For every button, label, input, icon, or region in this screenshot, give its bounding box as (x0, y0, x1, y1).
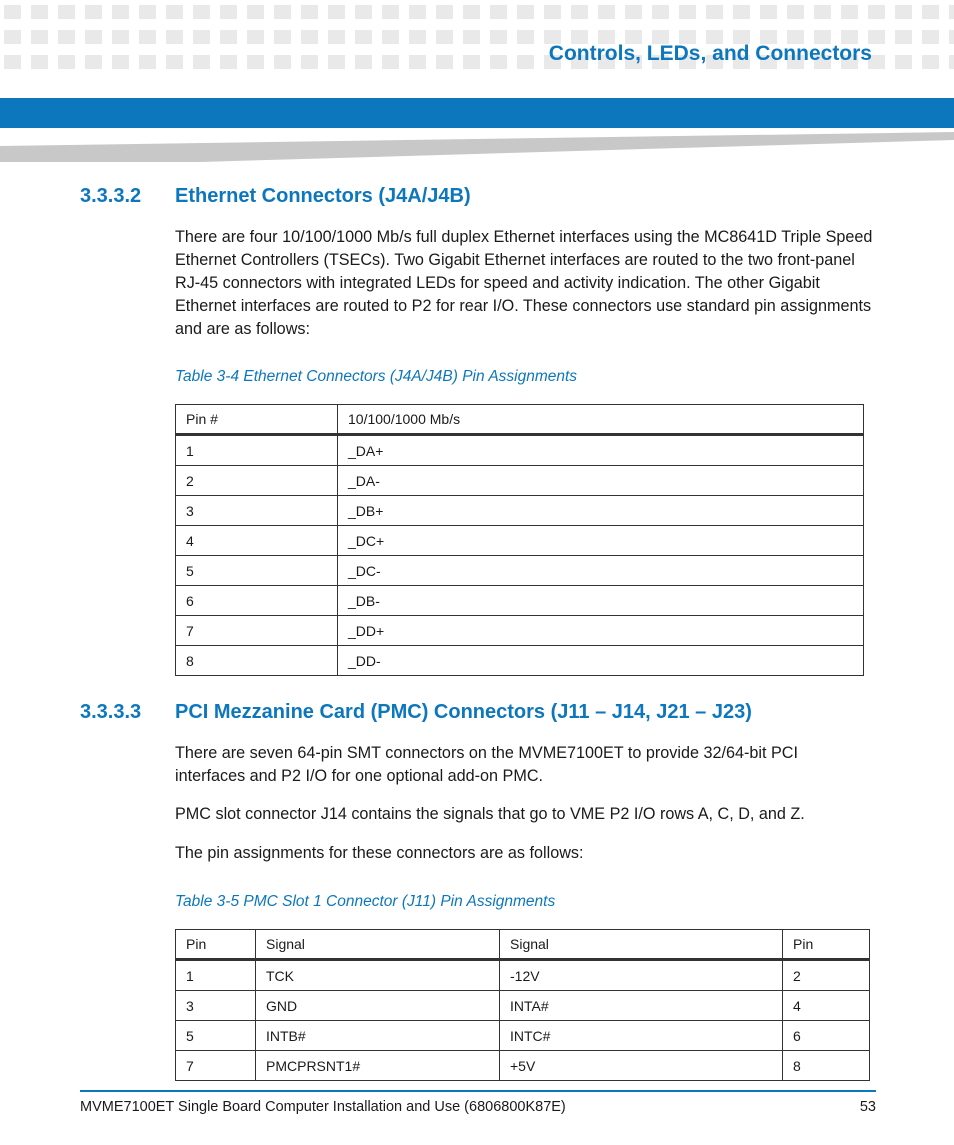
table-cell: TCK (256, 960, 500, 991)
header-dot (652, 5, 669, 19)
header-dot (112, 5, 129, 19)
header-dot (4, 30, 21, 44)
header-dot (31, 5, 48, 19)
header-dot (85, 30, 102, 44)
table-cell: 1 (176, 960, 256, 991)
section-number: 3.3.3.3 (80, 701, 142, 723)
table-cell: 7 (176, 616, 338, 646)
table-row (176, 616, 864, 646)
header-dot (4, 5, 21, 19)
table-caption: Table 3-5 PMC Slot 1 Connector (J11) Pin Assignments (175, 893, 556, 910)
header-dot (58, 5, 75, 19)
header-dot (4, 55, 21, 69)
table-row (176, 526, 864, 556)
header-dot (274, 5, 291, 19)
header-dot (679, 5, 696, 19)
table-row (176, 1021, 870, 1051)
table-cell: 5 (176, 1021, 256, 1051)
table-cell: 8 (783, 1051, 870, 1081)
header-dot (31, 30, 48, 44)
header-dot (949, 30, 954, 44)
header-dot (328, 55, 345, 69)
header-dot (868, 5, 885, 19)
header-dot (517, 5, 534, 19)
header-dot (85, 5, 102, 19)
table-cell: PMCPRSNT1# (256, 1051, 500, 1081)
column-header: 10/100/1000 Mb/s (338, 405, 864, 435)
header-dot (895, 30, 912, 44)
table-row (176, 960, 870, 991)
section-title: Ethernet Connectors (J4A/J4B) (175, 185, 471, 207)
table-cell: _DD+ (338, 616, 864, 646)
column-header: Pin (176, 930, 256, 960)
table-cell: INTA# (500, 991, 783, 1021)
header-dot (544, 5, 561, 19)
column-header: Pin (783, 930, 870, 960)
header-dot (355, 30, 372, 44)
header-dot (733, 5, 750, 19)
footer-document-title: MVME7100ET Single Board Computer Installation and Use (6806800K87E) (80, 1099, 566, 1115)
ethernet-pin-table (175, 404, 864, 676)
table-cell: 6 (783, 1021, 870, 1051)
pmc-paragraph-3: The pin assignments for these connectors are as follows: (175, 844, 584, 862)
header-dot (436, 5, 453, 19)
table-row (176, 1051, 870, 1081)
table-caption: Table 3-4 Ethernet Connectors (J4A/J4B) Pin Assignments (175, 368, 578, 385)
table-row (176, 435, 864, 466)
column-header: Pin # (176, 405, 338, 435)
table-header-row (176, 405, 864, 435)
header-dot (436, 30, 453, 44)
table-header-row (176, 930, 870, 960)
table-cell: 8 (176, 646, 338, 676)
header-dot (355, 55, 372, 69)
header-dot (625, 5, 642, 19)
header-dot (193, 30, 210, 44)
table-cell: _DA- (338, 466, 864, 496)
header-dot (949, 5, 954, 19)
header-dot (220, 55, 237, 69)
header-dot (922, 55, 939, 69)
header-dot (517, 30, 534, 44)
header-dot (463, 55, 480, 69)
table-cell: 5 (176, 556, 338, 586)
header-dot (490, 5, 507, 19)
header-dot (274, 55, 291, 69)
section-number: 3.3.3.2 (80, 185, 142, 207)
table-row (176, 646, 864, 676)
header-dot (301, 55, 318, 69)
header-grey-wedge (0, 132, 954, 162)
header-dot (139, 30, 156, 44)
header-dot (112, 30, 129, 44)
header-dot (814, 5, 831, 19)
header-dot (166, 55, 183, 69)
pmc-paragraph-2: PMC slot connector J14 contains the signals that go to VME P2 I/O rows A, C, D, and Z. (175, 805, 805, 823)
table-row (176, 556, 864, 586)
header-dot (139, 55, 156, 69)
table-cell: -12V (500, 960, 783, 991)
header-dot (463, 5, 480, 19)
header-dot (922, 30, 939, 44)
header-dot (706, 5, 723, 19)
header-dot (301, 5, 318, 19)
header-dot (895, 5, 912, 19)
header-dot (922, 5, 939, 19)
header-dot (598, 5, 615, 19)
header-dot (571, 5, 588, 19)
table-cell: _DA+ (338, 435, 864, 466)
table-cell: 3 (176, 991, 256, 1021)
table-cell: _DB+ (338, 496, 864, 526)
header-dot (247, 30, 264, 44)
header-dot (382, 30, 399, 44)
table-cell: 7 (176, 1051, 256, 1081)
pmc-paragraph-1: There are seven 64-pin SMT connectors on the MVME7100ET to provide 32/64-bit PCI interfaces and P2 I/O for one optional add-on PMC. (175, 744, 798, 785)
header-dot (382, 5, 399, 19)
table-row (176, 466, 864, 496)
table-cell: +5V (500, 1051, 783, 1081)
chapter-title: Controls, LEDs, and Connectors (548, 42, 872, 65)
header-dot (274, 30, 291, 44)
header-dot (760, 5, 777, 19)
header-dot (166, 5, 183, 19)
header-dot (436, 55, 453, 69)
table-cell: _DB- (338, 586, 864, 616)
ethernet-paragraph: There are four 10/100/1000 Mb/s full duplex Ethernet interfaces using the MC8641D Triple Speed Ethernet Controllers (TSECs). Two Gigabit Ethernet interfaces are routed to the two front-panel RJ-45 connectors with integrated LEDs for speed and activity indication. The other Gigabit Ethernet interfaces are routed to P2 for rear I/O. These connectors use standard pin assignments and are as follows: (175, 228, 873, 338)
header-dot (841, 5, 858, 19)
header-dot (166, 30, 183, 44)
table-row (176, 496, 864, 526)
header-dot (949, 55, 954, 69)
table-cell: GND (256, 991, 500, 1021)
table-row (176, 991, 870, 1021)
table-cell: 4 (176, 526, 338, 556)
table-row (176, 586, 864, 616)
footer-rule (80, 1090, 876, 1092)
table-cell: 6 (176, 586, 338, 616)
table-cell: 4 (783, 991, 870, 1021)
header-dot (409, 5, 426, 19)
header-dot (490, 30, 507, 44)
header-dot (58, 30, 75, 44)
header-dot (382, 55, 399, 69)
header-dot (139, 5, 156, 19)
header-dot (31, 55, 48, 69)
header-dot (490, 55, 507, 69)
header-dot (787, 5, 804, 19)
header-dot (895, 55, 912, 69)
header-dot (328, 5, 345, 19)
header-dot (193, 55, 210, 69)
pmc-pin-table (175, 929, 870, 1081)
table-cell: INTC# (500, 1021, 783, 1051)
header-dot (58, 55, 75, 69)
header-dot (463, 30, 480, 44)
page-number: 53 (859, 1099, 876, 1115)
table-cell: _DC- (338, 556, 864, 586)
table-cell: INTB# (256, 1021, 500, 1051)
table-cell: _DC+ (338, 526, 864, 556)
table-cell: _DD- (338, 646, 864, 676)
header-dot (220, 5, 237, 19)
column-header: Signal (500, 930, 783, 960)
column-header: Signal (256, 930, 500, 960)
table-cell: 2 (176, 466, 338, 496)
table-cell: 2 (783, 960, 870, 991)
header-dot (247, 5, 264, 19)
header-dot (247, 55, 264, 69)
header-dot (328, 30, 345, 44)
header-blue-bar (0, 98, 954, 128)
header-dot (193, 5, 210, 19)
header-dot (301, 30, 318, 44)
header-dot (409, 55, 426, 69)
header-dot (517, 55, 534, 69)
section-title: PCI Mezzanine Card (PMC) Connectors (J11 – J14, J21 – J23) (175, 701, 752, 723)
header-dot (409, 30, 426, 44)
header-dot (355, 5, 372, 19)
header-dot (220, 30, 237, 44)
header-dot (112, 55, 129, 69)
header-dot (85, 55, 102, 69)
table-cell: 1 (176, 435, 338, 466)
table-cell: 3 (176, 496, 338, 526)
